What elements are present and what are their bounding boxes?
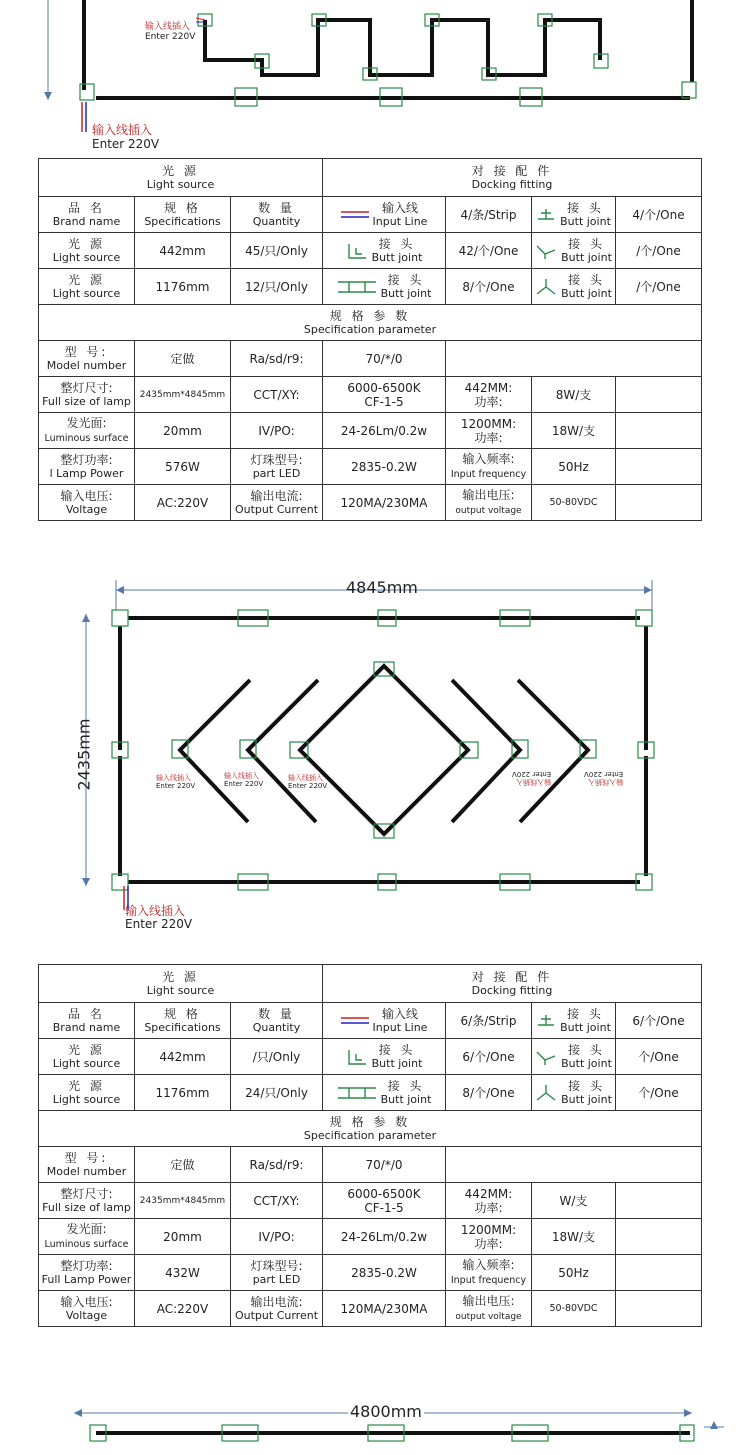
top-inlet-small-label (145, 22, 195, 42)
t1-freq-value: 50Hz (532, 449, 616, 485)
spec-table-1 (38, 158, 702, 521)
mid-inner-inlet-2: 输入线插入 Enter 220V (224, 772, 264, 788)
t2-empty-5 (616, 1291, 702, 1327)
t2-ov-label: 输出电压: output voltage (446, 1291, 532, 1327)
t2-power-value: 432W (135, 1255, 231, 1291)
t2-freq-label: 输入频率: Input frequency (446, 1255, 532, 1291)
t2-spec-header: 规 格 Specifications (135, 1003, 231, 1039)
t1-fit-qty-3: 8/个/One (446, 269, 532, 305)
t2-row2-name: 光 源 Light source (39, 1075, 135, 1111)
t2-butt-joint-cell-1: 接 头 Butt joint (532, 1003, 616, 1039)
mid-inner-inlet-3: 输入线插入 Enter 220V (288, 774, 328, 790)
t1-brand-header: 品 名 Brand name (39, 197, 135, 233)
t1-row2-qty: 12/只/Only (231, 269, 323, 305)
t1-butt-joint-cell-2: 接 头 Butt joint (323, 233, 446, 269)
t1-model-value: 定做 (135, 341, 231, 377)
t2-p442-label: 442MM: 功率: (446, 1183, 532, 1219)
input-line-icon (341, 1016, 369, 1026)
t2-ra-value: 70/*/0 (323, 1147, 446, 1183)
t2-fit-qty-3: 8/个/One (446, 1075, 532, 1111)
straight-joint-icon (337, 279, 377, 295)
l-joint-icon (346, 1048, 368, 1066)
t2-fit-qty-1: 6/条/Strip (446, 1003, 532, 1039)
t2-lum-label: 发光面: Luminous surface (39, 1219, 135, 1255)
t1-power-label: 整灯功率: l Lamp Power (39, 449, 135, 485)
t2-cct-value: 6000-6500K CF-1-5 (323, 1183, 446, 1219)
t2-brand-header: 品 名 Brand name (39, 1003, 135, 1039)
top-inlet-small-cn: 输入线插入 (145, 22, 191, 32)
t2-row1-spec: 442mm (135, 1039, 231, 1075)
t2-p1200-value: 18W/支 (532, 1219, 616, 1255)
t2-cur-label: 输出电流: Output Current (231, 1291, 323, 1327)
mid-inner-inlet-1: 输入线插入 Enter 220V (156, 774, 196, 790)
t2-light-source-header: 光 源 Light source (39, 965, 323, 1003)
t1-p1200-value: 18W/支 (532, 413, 616, 449)
t2-model-label: 型 号: Model number (39, 1147, 135, 1183)
t2-input-line-cell: 输入线 Input Line (323, 1003, 446, 1039)
t1-ov-value: 50-80VDC (532, 485, 616, 521)
straight-joint-icon (337, 1085, 377, 1101)
t2-butt-joint-cell-2: 接 头 Butt joint (323, 1039, 446, 1075)
t1-light-source-header: 光 源 Light source (39, 159, 323, 197)
t1-empty-2 (616, 377, 702, 413)
t1-ra-label: Ra/sd/r9: (231, 341, 323, 377)
t1-butt-joint-cell-3: 接 头 Butt joint (532, 233, 616, 269)
t2-ivpo-label: IV/PO: (231, 1219, 323, 1255)
t1-fit-qty2-2: /个/One (616, 233, 702, 269)
t2-size-value: 2435mm*4845mm (135, 1183, 231, 1219)
t1-cct-label: CCT/XY: (231, 377, 323, 413)
t2-ivpo-value: 24-26Lm/0.2w (323, 1219, 446, 1255)
t-joint-icon (536, 1013, 556, 1029)
t2-fit-qty2-2: 个/One (616, 1039, 702, 1075)
mid-inlet-en: Enter 220V (125, 917, 193, 931)
t1-row2-spec: 1176mm (135, 269, 231, 305)
t1-cur-value: 120MA/230MA (323, 485, 446, 521)
t2-row1-name: 光 源 Light source (39, 1039, 135, 1075)
t1-lum-label: 发光面: Luminous surface (39, 413, 135, 449)
mid-inner-inlet-5: 输入线插入 Enter 220V (584, 770, 624, 786)
t1-input-line-cell: 输入线 Input Line (323, 197, 446, 233)
t1-ra-value: 70/*/0 (323, 341, 446, 377)
t2-empty-3 (616, 1219, 702, 1255)
t1-fit-qty2-3: /个/One (616, 269, 702, 305)
t2-size-label: 整灯尺寸: Full size of lamp (39, 1183, 135, 1219)
t2-volt-value: AC:220V (135, 1291, 231, 1327)
t1-param-header: 规 格 参 数 Specification parameter (39, 305, 702, 341)
top-inlet-cn: 输入线插入 (92, 123, 153, 137)
t1-empty-3 (616, 413, 702, 449)
t2-power-label: 整灯功率: Full Lamp Power (39, 1255, 135, 1291)
t2-fit-qty-2: 6/个/One (446, 1039, 532, 1075)
bottom-width-label: 4800mm (350, 1402, 422, 1421)
y-joint-icon (535, 1084, 557, 1102)
spec-table-2 (38, 964, 702, 1327)
t-joint-icon (536, 207, 556, 223)
t1-ivpo-label: IV/PO: (231, 413, 323, 449)
t2-lum-value: 20mm (135, 1219, 231, 1255)
t1-power-value: 576W (135, 449, 231, 485)
input-line-icon (341, 210, 369, 220)
t2-qty-header: 数 量 Quantity (231, 1003, 323, 1039)
t1-fit-qty2-1: 4/个/One (616, 197, 702, 233)
t1-row1-name: 光 源 Light source (39, 233, 135, 269)
t2-model-value: 定做 (135, 1147, 231, 1183)
t2-freq-value: 50Hz (532, 1255, 616, 1291)
t1-size-value: 2435mm*4845mm (135, 377, 231, 413)
angle-joint-icon (535, 242, 557, 260)
t1-cur-label: 输出电流: Output Current (231, 485, 323, 521)
t2-ov-value: 50-80VDC (532, 1291, 616, 1327)
t1-spec-header: 规 格 Specifications (135, 197, 231, 233)
t1-ivpo-value: 24-26Lm/0.2w (323, 413, 446, 449)
t2-row1-qty: /只/Only (231, 1039, 323, 1075)
t1-led-value: 2835-0.2W (323, 449, 446, 485)
t2-butt-joint-cell-3: 接 头 Butt joint (532, 1039, 616, 1075)
t2-p1200-label: 1200MM: 功率: (446, 1219, 532, 1255)
t1-volt-label: 输入电压: Voltage (39, 485, 135, 521)
t1-model-label: 型 号: Model number (39, 341, 135, 377)
y-joint-icon (535, 278, 557, 296)
t2-param-header: 规 格 参 数 Specification parameter (39, 1111, 702, 1147)
t2-p442-value: W/支 (532, 1183, 616, 1219)
t1-led-label: 灯珠型号: part LED (231, 449, 323, 485)
mid-inlet-label (125, 905, 192, 931)
t1-fit-qty-2: 42/个/One (446, 233, 532, 269)
t2-volt-label: 输入电压: Voltage (39, 1291, 135, 1327)
t2-row2-qty: 24/只/Only (231, 1075, 323, 1111)
t1-p1200-label: 1200MM: 功率: (446, 413, 532, 449)
t1-p442-value: 8W/支 (532, 377, 616, 413)
mid-inner-inlet-4: 输入线插入 Enter 220V (512, 770, 552, 786)
t2-cct-label: CCT/XY: (231, 1183, 323, 1219)
t2-empty-1 (446, 1147, 702, 1183)
top-inlet-en: Enter 220V (92, 137, 160, 151)
t2-row2-spec: 1176mm (135, 1075, 231, 1111)
t1-empty-1 (446, 341, 702, 377)
top-inlet-small-en: Enter 220V (145, 32, 196, 42)
t1-lum-value: 20mm (135, 413, 231, 449)
t2-ra-label: Ra/sd/r9: (231, 1147, 323, 1183)
t1-butt-joint-cell-1: 接 头 Butt joint (532, 197, 616, 233)
angle-joint-icon (535, 1048, 557, 1066)
t1-ov-label: 输出电压: output voltage (446, 485, 532, 521)
t2-fit-qty2-3: 个/One (616, 1075, 702, 1111)
t2-led-label: 灯珠型号: part LED (231, 1255, 323, 1291)
t2-butt-joint-cell-4: 接 头 Butt joint (323, 1075, 446, 1111)
t2-cur-value: 120MA/230MA (323, 1291, 446, 1327)
t2-led-value: 2835-0.2W (323, 1255, 446, 1291)
height-dimension-label: 2435mm (74, 718, 94, 791)
top-inlet-label (92, 123, 159, 151)
t2-empty-4 (616, 1255, 702, 1291)
t1-docking-header: 对 接 配 件 Docking fitting (323, 159, 702, 197)
l-joint-icon (346, 242, 368, 260)
mid-inlet-cn: 输入线插入 (125, 904, 186, 918)
t2-fit-qty2-1: 6/个/One (616, 1003, 702, 1039)
t1-butt-joint-cell-5: 接 头 Butt joint (532, 269, 616, 305)
t1-cct-value: 6000-6500K CF-1-5 (323, 377, 446, 413)
t1-empty-4 (616, 449, 702, 485)
t2-butt-joint-cell-5: 接 头 Butt joint (532, 1075, 616, 1111)
t1-row1-qty: 45/只/Only (231, 233, 323, 269)
t1-qty-header: 数 量 Quantity (231, 197, 323, 233)
t1-butt-joint-cell-4: 接 头 Butt joint (323, 269, 446, 305)
t1-fit-qty-1: 4/条/Strip (446, 197, 532, 233)
t1-freq-label: 输入频率: Input frequency (446, 449, 532, 485)
width-dimension-label: 4845mm (346, 578, 418, 597)
t1-empty-5 (616, 485, 702, 521)
t1-row2-name: 光 源 Light source (39, 269, 135, 305)
middle-layout-drawing (0, 570, 750, 910)
t1-row1-spec: 442mm (135, 233, 231, 269)
t2-docking-header: 对 接 配 件 Docking fitting (323, 965, 702, 1003)
t2-empty-2 (616, 1183, 702, 1219)
t1-volt-value: AC:220V (135, 485, 231, 521)
t1-size-label: 整灯尺寸: Full size of lamp (39, 377, 135, 413)
t1-p442-label: 442MM: 功率: (446, 377, 532, 413)
